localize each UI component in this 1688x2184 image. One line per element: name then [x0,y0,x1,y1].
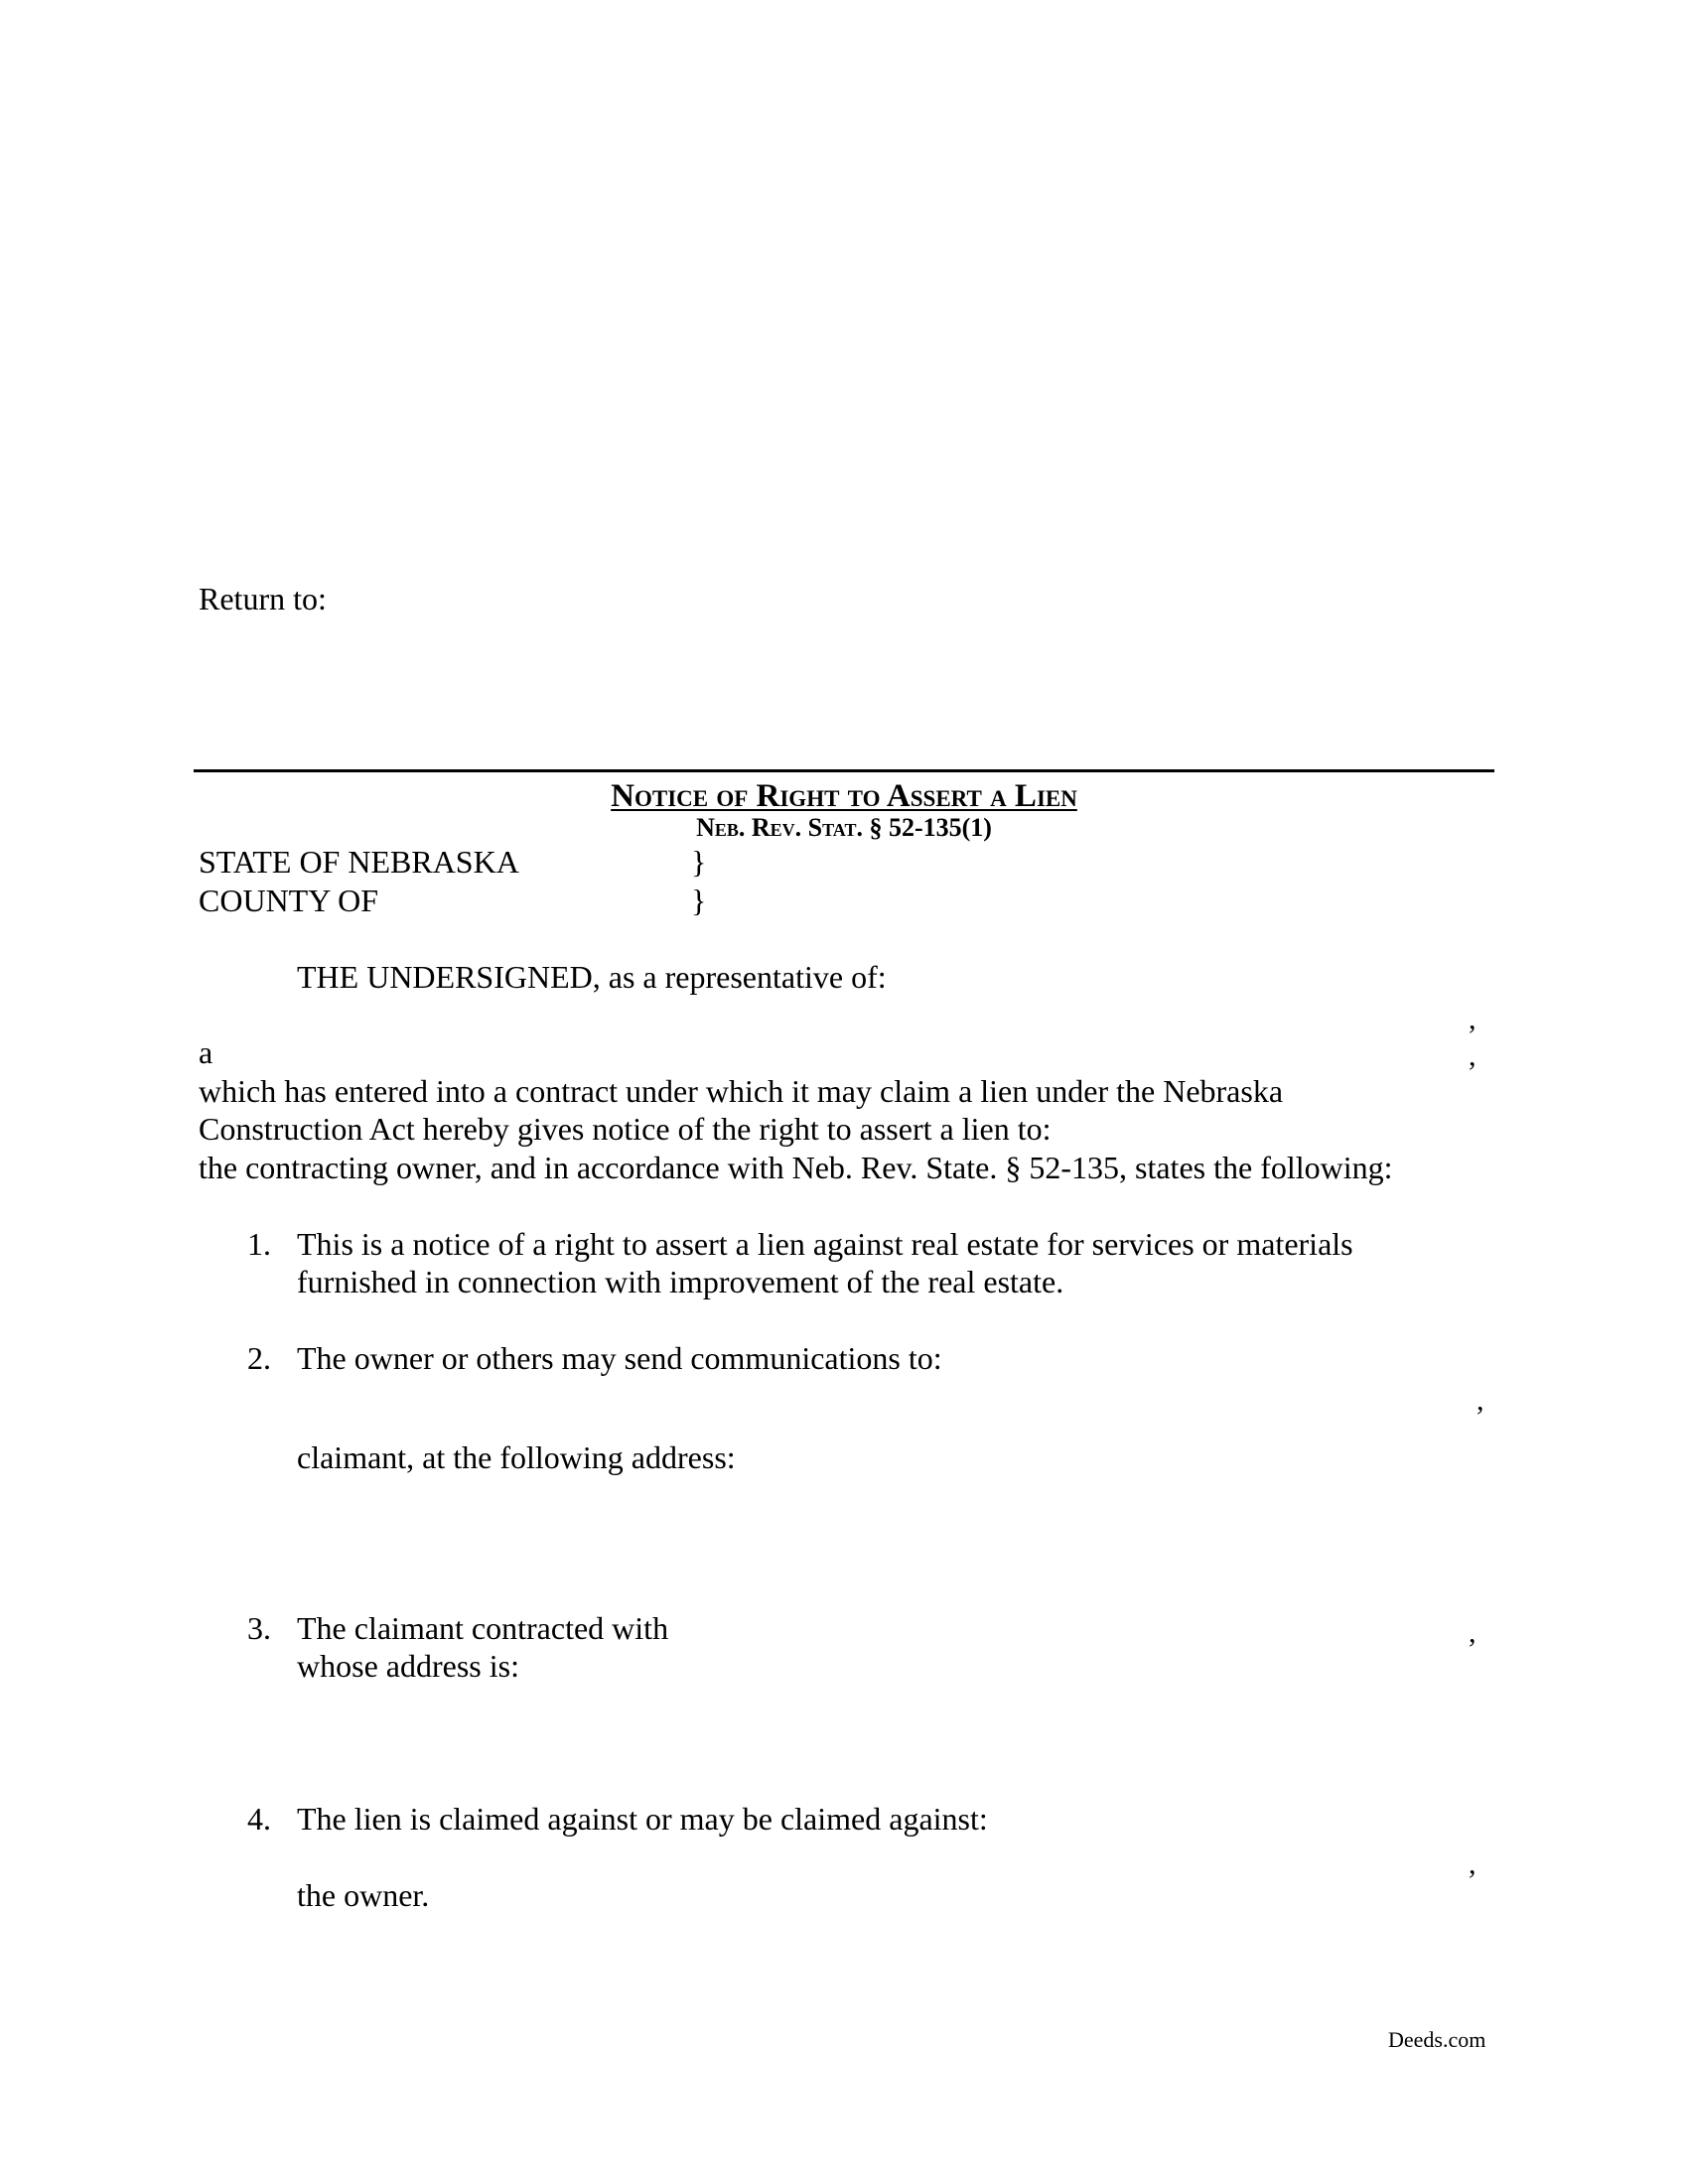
item-1-line-2: furnished in connection with improvement of the real estate. [297,1264,1064,1299]
item-4-line-1: The lien is claimed against or may be claimed against: [297,1801,988,1837]
intro-representative-line: THE UNDERSIGNED, as a representative of: [297,959,887,995]
intro-entity-type-comma: , [1469,1039,1477,1072]
venue-county: COUNTY OF [199,883,379,918]
item-3-line-1: The claimant contracted with [297,1610,669,1646]
venue-county-brace: } [691,883,707,918]
intro-entity-type-line: a [199,1034,213,1070]
item-2-comma: , [1477,1384,1484,1417]
intro-contract-line: which has entered into a contract under which it may claim a lien under the Nebraska [199,1073,1284,1109]
intro-notice-line: Construction Act hereby gives notice of the right to assert a lien to: [199,1111,1052,1147]
statute-citation-text: Neb. Rev. Stat. § 52-135(1) [696,813,992,842]
item-4-line-2: the owner. [297,1877,430,1913]
venue-state-brace: } [691,844,707,880]
item-3-comma: , [1469,1616,1477,1649]
footer-brand: Deeds.com [1388,2027,1486,2052]
item-4-comma: , [1469,1847,1477,1880]
document-title-text: Notice of Right to Assert a Lien [611,778,1077,814]
return-to-label: Return to: [199,581,327,616]
intro-representative-comma: , [1469,1003,1477,1035]
item-3-line-2: whose address is: [297,1648,519,1684]
statute-citation [0,812,1688,844]
item-3-number: 3. [247,1610,271,1646]
item-2-line-2: claimant, at the following address: [297,1439,736,1475]
item-2-line-1: The owner or others may send communications to: [297,1340,942,1376]
document-title [0,777,1688,815]
item-4-number: 4. [247,1801,271,1837]
header-rule [194,769,1494,772]
intro-owner-line: the contracting owner, and in accordance with Neb. Rev. State. § 52-135, states the following: [199,1150,1393,1185]
item-1-line-1: This is a notice of a right to assert a lien against real estate for services or materials [297,1226,1353,1262]
item-2-number: 2. [247,1340,271,1376]
item-1-number: 1. [247,1226,271,1262]
venue-state: STATE OF NEBRASKA [199,844,519,880]
